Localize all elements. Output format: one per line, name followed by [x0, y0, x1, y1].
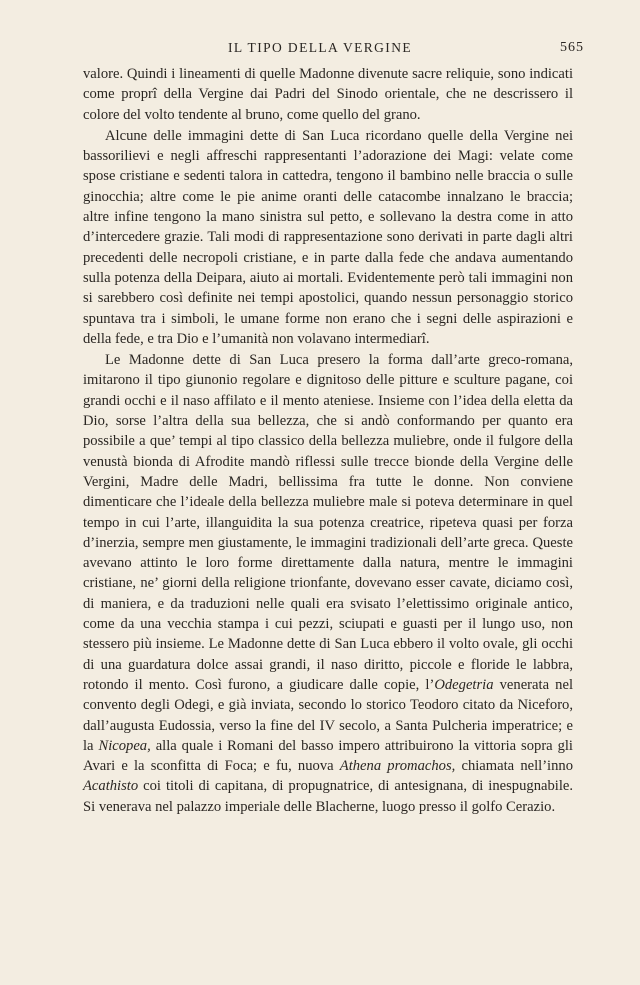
paragraph	[83, 350, 573, 817]
body-text	[83, 64, 573, 817]
italic-term: Nicopea,	[98, 737, 151, 754]
italic-term: Athena promachos,	[339, 758, 456, 775]
paragraph	[83, 126, 573, 349]
text-run: valore. Quindi i lineamenti di quelle Madonne divenute sacre reliquie, sono indicati come proprî della Vergine dai Padri del Sinodo orientale, che ne descrissero il colore del volto tendente al bruno, come quello del grano.	[83, 66, 573, 123]
italic-term: Acathisto	[83, 778, 139, 795]
text-run: chiamata nell’inno	[455, 758, 574, 775]
page-number: 565	[560, 40, 584, 55]
text-run: alla quale i Romani del basso impero attribuirono la vittoria sopra gli Avari e la sconfitta di Foca; e fu, nuova	[83, 737, 573, 775]
text-run: Alcune delle immagini dette di San Luca ricordano quelle della Vergine nei bassorilievi e negli affreschi rappresentanti l’adorazione dei Magi: velate come spose cristiane e sedenti talora in cattedra, tengono il bambino nelle braccia o sulle ginocchia; altre come le pie anime oranti delle catacombe innalzano le braccia; altre infine tengono la mano sinistra sul petto, e sollevano la destra come in atto d’intercedere grazie. Tali modi di rappresentazione sono derivati in parte dagli altri precedenti delle necropoli cristiane, e in parte dalla fede che andava aumentando sulla potenza della Deipara, aiuto ai mortali. Evidentemente però tali immagini non si sarebbero così definite nei tempi apostolici, quando nessun personaggio storico spuntava tra i simboli, le umane forme non erano che i segni delle aspirazioni e della fede, e tra Dio e l’umanità non volavano intermediarî.	[83, 127, 573, 347]
text-run: coi titoli di capitana, di propugnatrice, di antesignana, di inespugnabile. Si venerava nel palazzo imperiale delle Blacherne, luogo presso il golfo Cerazio.	[83, 778, 573, 815]
running-title: IL TIPO DELLA VERGINE	[227, 40, 412, 55]
text-run: venerata nel convento degli Odegi, e già inviata, secondo lo storico Teodoro citato da Niceforo, dall’augusta Eudossia, verso la fine del IV secolo, a Santa Pulcheria imperatrice; e la	[83, 676, 573, 754]
paragraph	[83, 64, 573, 125]
italic-term: Odegetria	[434, 676, 494, 693]
text-run: Le Madonne dette di San Luca presero la forma dall’arte greco-romana, imitarono il tipo giunonio regolare e dignitoso delle pitture e sculture pagane, coi grandi occhi e il naso affilato e il mento ateniese. Insieme con l’idea della eletta da Dio, sorse l’altra della sua bellezza, che si andò conformando per quanto era possibile a que’ tempi al tipo classico della bellezza muliebre, onde il fulgore della venustà bionda di Afrodite mandò riflessi sulle trecce bionde della Vergine delle Vergini, Madre delle Madri, bellissima fra tutte le donne. Non conviene dimenticare che l’ideale della bellezza muliebre male si poteva determinare in quel tempo in cui l’arte, illanguidita la sua potenza creatrice, ripeteva quasi per forza d’inerzia, sempre men giustamente, le immagini tradizionali dell’arte greca. Queste avevano attinto le loro forme direttamente dalla natura, mentre le immagini cristiane, ne’ giorni della religione trionfante, dovevano esser cavate, diciamo così, di maniera, e da traduzioni nelle quali era svisato l’elettissimo originale antico, come da una vecchia stampa i cui pezzi, sciupati e guasti per il lungo uso, non stessero più insieme. Le Madonne dette di San Luca ebbero il volto ovale, gli occhi di una guardatura dolce assai grandi, il naso diritto, piccole e floride le labbra, rotondo il mento. Così furono, a giudicare dalle copie, l’	[83, 352, 573, 693]
